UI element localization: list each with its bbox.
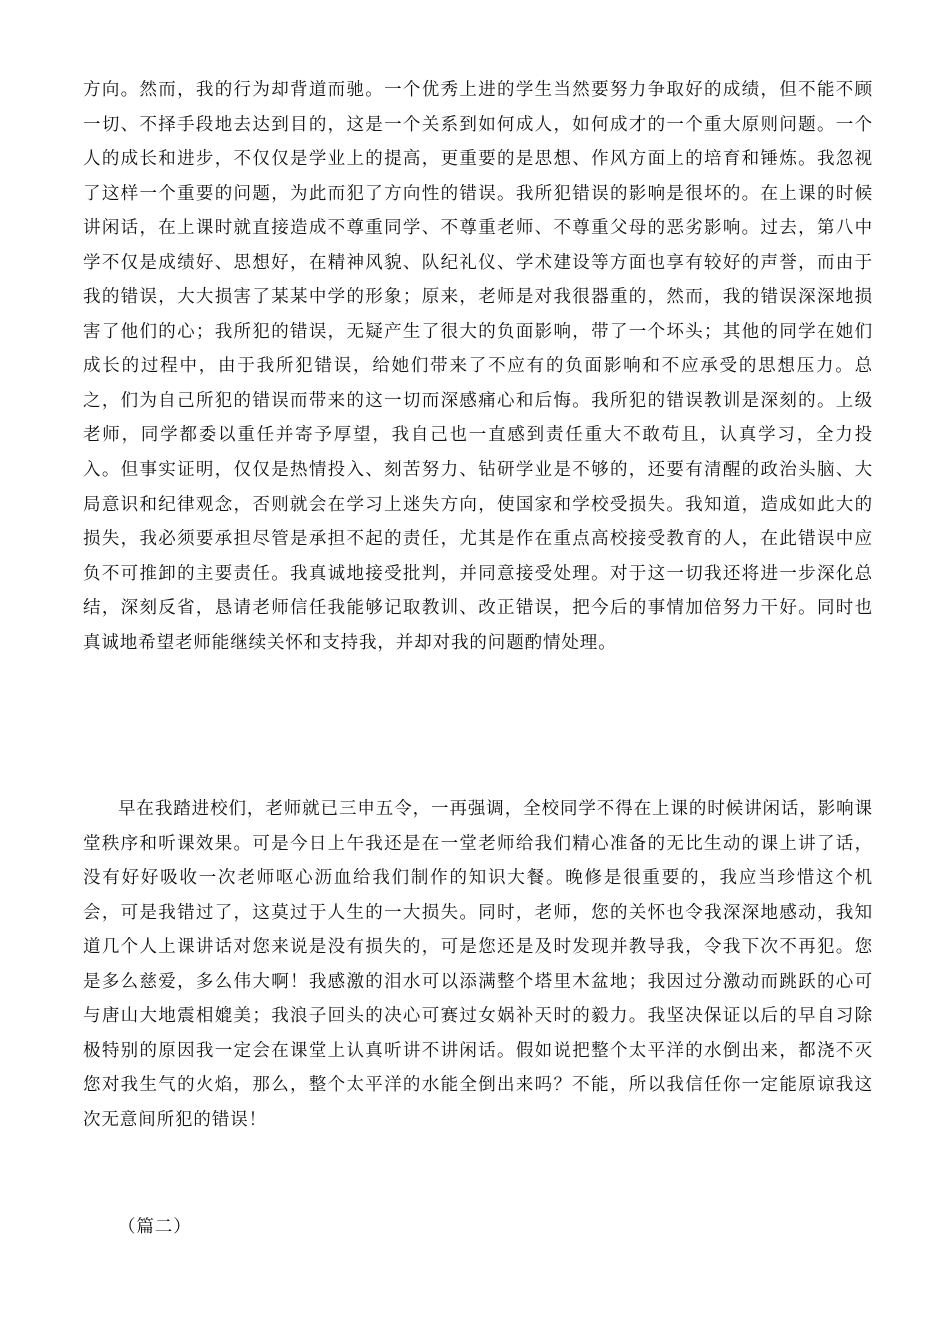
body-paragraph-1: 方向。然而，我的行为却背道而驰。一个优秀上进的学生当然要努力争取好的成绩，但不能不顾一切、不择手段地去达到目的，这是一个关系到如何成人，如何成才的一个重大原则问题。一个人的成长和进步，不仅仅是学业上的提高，更重要的是思想、作风方面上的培育和锤炼。我忽视了这样一个重要的问题，为此而犯了方向性的错误。我所犯错误的影响是很坏的。在上课的时候讲闲话，在上课时就直接造成不尊重同学、不尊重老师、不尊重父母的恶劣影响。过去，第八中学不仅是成绩好、思想好，在精神风貌、队纪礼仪、学术建设等方面也享有较好的声誉，而由于我的错误，大大损害了某某中学的形象；原来，老师是对我很器重的，然而，我的错误深深地损害了他们的心；我所犯的错误，无疑产生了很大的负面影响，带了一个坏头；其他的同学在她们成长的过程中，由于我所犯错误，给她们带来了不应有的负面影响和不应承受的思想压力。总之，们为自己所犯的错误而带来的这一切而深感痛心和后悔。我所犯的错误教训是深刻的。上级老师，同学都委以重任并寄予厚望，我自己也一直感到责任重大不敢苟且，认真学习，全力投入。但事实证明，仅仅是热情投入、刻苦努力、钻研学业是不够的，还要有清醒的政治头脑、大局意识和纪律观念，否则就会在学习上迷失方向，使国家和学校受损失。我知道，造成如此大的损失，我必须要承担尽管是承担不起的责任，尤其是作在重点高校接受教育的人，在此错误中应负不可推卸的主要责任。我真诚地接受批判，并同意接受处理。对于这一切我还将进一步深化总结，深刻反省，恳请老师信任我能够记取教训、改正错误，把今后的事情加倍努力干好。同时也真诚地希望老师能继续关怀和支持我，并却对我的问题酌情处理。 xyxy=(83,80,873,653)
section-heading: （篇二） xyxy=(118,1217,192,1237)
body-paragraph-2: 早在我踏进校们，老师就已三申五令，一再强调，全校同学不得在上课的时候讲闲话，影响课堂秩序和听课效果。可是今日上午我还是在一堂老师给我们精心准备的无比生动的课上讲了话，没有好好吸收一次老师呕心沥血给我们制作的知识大餐。晚修是很重要的，我应当珍惜这个机会，可是我错过了，这莫过于人生的一大损失。同时，老师，您的关怀也令我深深地感动，我知道几个人上课讲话对您来说是没有损失的，可是您还是及时发现并教导我，令我下次不再犯。您是多么慈爱，多么伟大啊！我感激的泪水可以添满整个塔里木盆地；我因过分激动而跳跃的心可与唐山大地震相媲美；我浪子回头的决心可赛过女娲补天时的毅力。我坚决保证以后的早自习除极特别的原因我一定会在课堂上认真听讲不讲闲话。假如说把整个太平洋的水倒出来，都浇不灭您对我生气的火焰，那么，整个太平洋的水能全倒出来吗？不能，所以我信任你一定能原谅我这次无意间所犯的错误！ xyxy=(83,799,873,1130)
